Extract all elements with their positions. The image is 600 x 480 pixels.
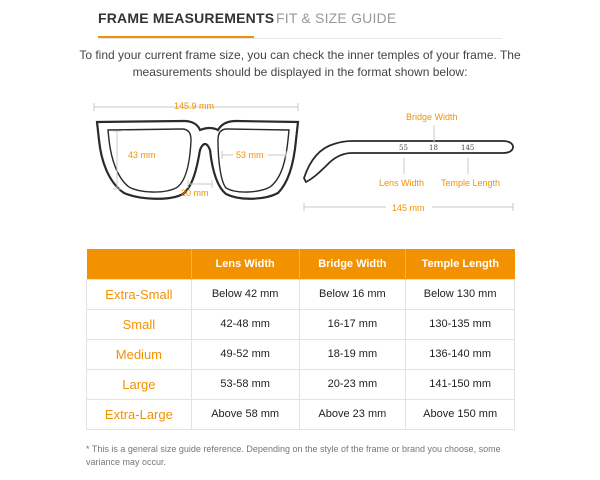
size-name-cell: Medium	[87, 339, 192, 369]
temple-length-cell: 141-150 mm	[406, 369, 515, 399]
stamp-temple-value: 145	[461, 144, 475, 152]
table-header-size	[87, 249, 192, 279]
tab-frame-measurements[interactable]: FRAME MEASUREMENTS	[98, 10, 275, 26]
bridge-width-cell: 20-23 mm	[299, 369, 406, 399]
table-header-row	[87, 249, 515, 279]
tab-divider	[98, 38, 502, 39]
table-row	[87, 309, 515, 339]
lens-width-cell: Below 42 mm	[191, 279, 299, 309]
table-row	[87, 369, 515, 399]
size-name-cell: Extra-Small	[87, 279, 192, 309]
total-width-label: 145.9 mm	[174, 101, 215, 111]
bridge-width-cell: 16-17 mm	[299, 309, 406, 339]
lens-width-cell: 49-52 mm	[191, 339, 299, 369]
glasses-illustration	[0, 90, 600, 230]
table-row	[87, 279, 515, 309]
table-header-temple-length: Temple Length	[406, 249, 515, 279]
table-row	[87, 339, 515, 369]
size-name-cell: Large	[87, 369, 192, 399]
temple-length-cell: Above 150 mm	[406, 399, 515, 429]
side-temple-length-label: Temple Length	[441, 178, 501, 188]
lens-width-cell: 53-58 mm	[191, 369, 299, 399]
temple-length-cell: 130-135 mm	[406, 309, 515, 339]
bridge-width-cell: Above 23 mm	[299, 399, 406, 429]
bridge-width-cell: Below 16 mm	[299, 279, 406, 309]
tab-bar	[0, 0, 600, 40]
size-name-cell: Small	[87, 309, 192, 339]
bridge-label: 20 mm	[181, 188, 209, 198]
table-header-bridge-width: Bridge Width	[299, 249, 406, 279]
size-name-cell: Extra-Large	[87, 399, 192, 429]
temple-length-cell: Below 130 mm	[406, 279, 515, 309]
intro-text: To find your current frame size, you can check the inner temples of your frame. The measurements should be displayed in the format shown below:	[79, 48, 521, 79]
stamp-lens-value: 55	[399, 144, 408, 152]
side-lens-width-label: Lens Width	[379, 178, 425, 188]
size-guide-table	[86, 249, 515, 430]
temple-total-label: 145 mm	[392, 203, 425, 213]
temple-arm-outline	[304, 141, 513, 182]
lens-width-cell: Above 58 mm	[191, 399, 299, 429]
lens-height-label: 43 mm	[128, 150, 156, 160]
table-header-lens-width: Lens Width	[191, 249, 299, 279]
tab-fit-size-guide[interactable]: FIT & SIZE GUIDE	[276, 10, 397, 26]
frame-diagram	[0, 90, 600, 230]
stamp-bridge-value: 18	[429, 144, 438, 152]
lens-height-dimension-line	[113, 131, 121, 189]
lens-width-cell: 42-48 mm	[191, 309, 299, 339]
lens-width-label: 53 mm	[236, 150, 264, 160]
bridge-width-cell: 18-19 mm	[299, 339, 406, 369]
temple-length-cell: 136-140 mm	[406, 339, 515, 369]
side-bridge-width-label: Bridge Width	[406, 112, 458, 122]
footnote-text: * This is a general size guide reference. Depending on the style of the frame or brand you choose, some variance may occur.	[86, 444, 501, 467]
table-row	[87, 399, 515, 429]
